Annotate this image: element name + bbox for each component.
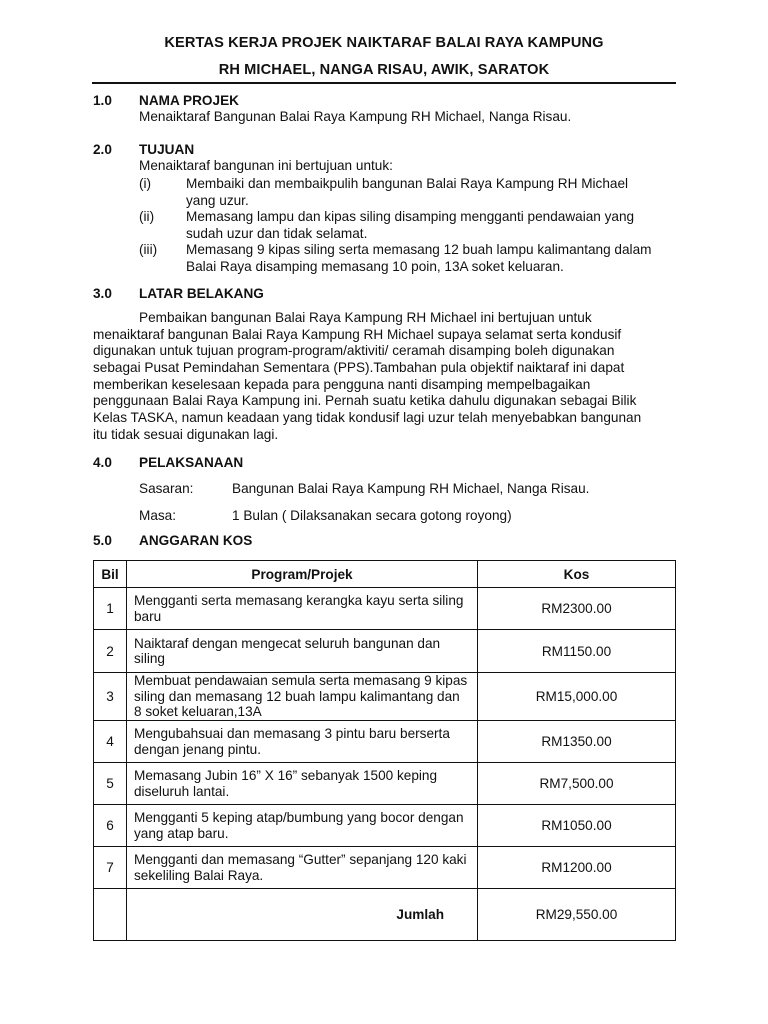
objective-item-3-line1: Memasang 9 kipas siling serta memasang 12 buah lampu kalimantang dalam (186, 242, 652, 257)
title-underline (92, 82, 676, 84)
row-program: Mengganti dan memasang “Gutter” sepanjang 120 kaki sekeliling Balai Raya. (127, 847, 478, 889)
sasaran-value: Bangunan Balai Raya Kampung RH Michael, Nanga Risau. (232, 481, 590, 496)
row-kos: RM15,000.00 (478, 673, 676, 721)
section-title-tujuan: TUJUAN (139, 142, 195, 157)
row-kos: RM1200.00 (478, 847, 676, 889)
objective-item-3 (186, 242, 686, 275)
row-kos: RM7,500.00 (478, 763, 676, 805)
background-paragraph-line: menaiktaraf bangunan Balai Raya Kampung RH Michael supaya selamat serta kondusif (93, 327, 622, 342)
section-title-nama-projek: NAMA PROJEK (139, 93, 239, 108)
table-row (94, 847, 676, 889)
header-kos: Kos (478, 561, 676, 588)
objective-item-1 (186, 176, 686, 209)
section-number-2: 2.0 (93, 142, 112, 157)
background-paragraph-line: digunakan untuk tujuan program-program/aktiviti/ ceramah disamping boleh digunakan (93, 343, 615, 358)
row-kos: RM1050.00 (478, 805, 676, 847)
objective-item-2 (186, 209, 686, 242)
row-bil: 2 (94, 630, 127, 673)
section-number-3: 3.0 (93, 286, 112, 301)
table-row (94, 588, 676, 630)
section-title-pelaksanaan: PELAKSANAAN (139, 455, 244, 470)
section-title-latar-belakang: LATAR BELAKANG (139, 286, 264, 301)
row-program: Naiktaraf dengan mengecat seluruh bangunan dan siling (127, 630, 478, 673)
objective-number: (ii) (139, 209, 155, 224)
section-title-anggaran-kos: ANGGARAN KOS (139, 533, 253, 548)
row-program: Mengganti 5 keping atap/bumbung yang bocor dengan yang atap baru. (127, 805, 478, 847)
masa-label: Masa: (139, 508, 177, 523)
background-paragraph-line: Kelas TASKA, namun keadaan yang tidak kondusif lagi uzur telah menyebabkan bangunan (93, 410, 642, 425)
table-row (94, 673, 676, 721)
total-label: Jumlah (127, 889, 478, 941)
row-program: Mengubahsuai dan memasang 3 pintu baru berserta dengan jenang pintu. (127, 721, 478, 763)
table-row (94, 630, 676, 673)
objective-item-1-line1: Membaiki dan membaikpulih bangunan Balai Raya Kampung RH Michael (186, 176, 629, 191)
table-row (94, 805, 676, 847)
row-program: Memasang Jubin 16” X 16” sebanyak 1500 keping diseluruh lantai. (127, 763, 478, 805)
row-kos: RM1150.00 (478, 630, 676, 673)
row-program: Mengganti serta memasang kerangka kayu serta siling baru (127, 588, 478, 630)
section-number-1: 1.0 (93, 93, 112, 108)
header-bil: Bil (94, 561, 127, 588)
background-paragraph-line: sebagai Pusat Pemindahan Sementara (PPS).Tambahan pula objektif naiktaraf ini dapat (93, 360, 625, 375)
masa-value: 1 Bulan ( Dilaksanakan secara gotong royong) (232, 508, 512, 523)
document-title-line1: KERTAS KERJA PROJEK NAIKTARAF BALAI RAYA KAMPUNG (164, 35, 604, 51)
document-title-line2: RH MICHAEL, NANGA RISAU, AWIK, SARATOK (218, 62, 550, 78)
objective-number: (iii) (139, 242, 158, 257)
objective-item-2-line2: sudah uzur dan tidak selamat. (186, 225, 368, 241)
table-total-row (94, 889, 676, 941)
row-kos: RM2300.00 (478, 588, 676, 630)
objective-item-3-line2: Balai Raya disamping memasang 10 poin, 13A soket keluaran. (186, 258, 564, 274)
cost-table-header-row (94, 561, 676, 588)
total-value: RM29,550.00 (478, 889, 676, 941)
row-kos: RM1350.00 (478, 721, 676, 763)
background-paragraph-line: itu tidak sesuai digunakan lagi. (93, 427, 279, 442)
row-bil: 1 (94, 588, 127, 630)
section-number-5: 5.0 (93, 533, 112, 548)
row-bil: 6 (94, 805, 127, 847)
objective-number: (i) (139, 176, 152, 191)
objective-item-1-line2: yang uzur. (186, 192, 249, 208)
background-paragraph-line: Pembaikan bangunan Balai Raya Kampung RH Michael ini bertujuan untuk (139, 310, 592, 325)
cost-table (93, 560, 676, 941)
section-2-intro: Menaiktaraf bangunan ini bertujuan untuk: (139, 158, 393, 173)
objective-item-2-line1: Memasang lampu dan kipas siling disamping mengganti pendawaian yang (186, 209, 635, 224)
background-paragraph-line: penggunaan Balai Raya Kampung ini. Pernah suatu ketika dahulu digunakan sebagai Bilik (93, 393, 637, 408)
table-row (94, 721, 676, 763)
section-number-4: 4.0 (93, 455, 112, 470)
row-program: Membuat pendawaian semula serta memasang 9 kipas siling dan memasang 12 buah lampu kalimantang dan 8 soket keluaran,13A (127, 673, 478, 721)
header-program: Program/Projek (127, 561, 478, 588)
table-row (94, 763, 676, 805)
row-bil: 3 (94, 673, 127, 721)
row-bil: 7 (94, 847, 127, 889)
row-bil: 4 (94, 721, 127, 763)
background-paragraph-line: memberikan keselesaan kepada para pengguna nanti disamping mempelbagaikan (93, 377, 591, 392)
row-bil: 5 (94, 763, 127, 805)
total-bil-empty (94, 889, 127, 941)
section-1-body: Menaiktaraf Bangunan Balai Raya Kampung RH Michael, Nanga Risau. (139, 109, 572, 124)
sasaran-label: Sasaran: (139, 481, 194, 496)
